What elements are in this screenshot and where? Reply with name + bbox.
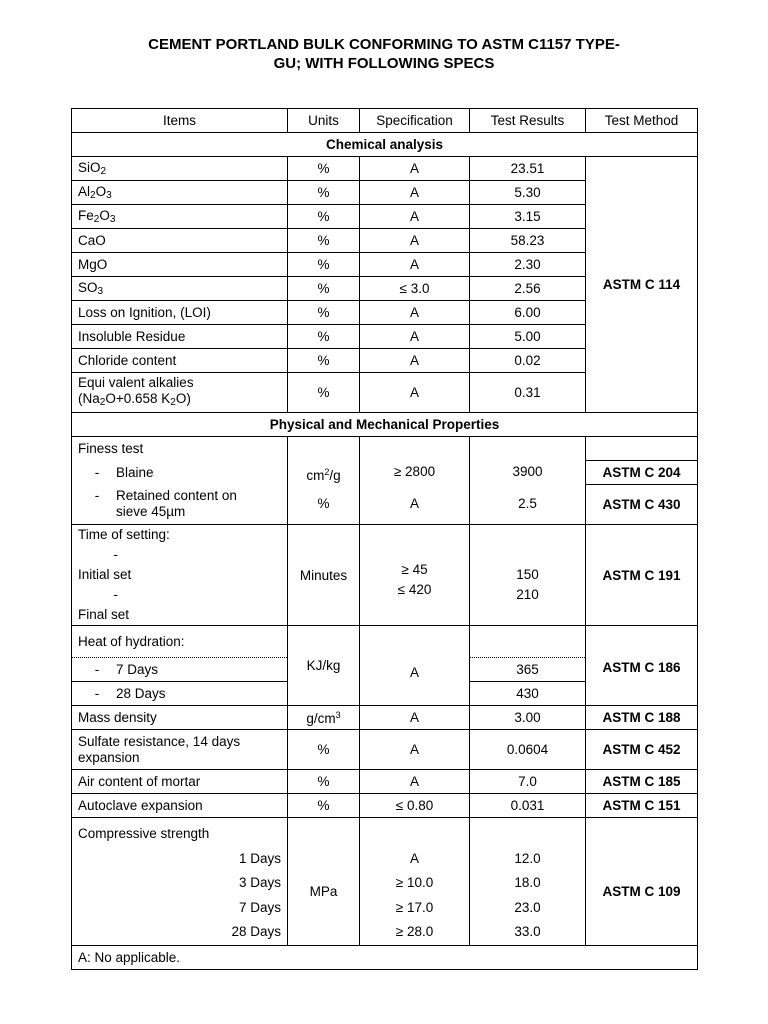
compressive-item: Compressive strength 1 Days 3 Days 7 Days 28 Days bbox=[72, 818, 288, 946]
blaine-item: - Blaine bbox=[72, 461, 288, 485]
spec-cell: A bbox=[360, 730, 470, 770]
heat-7days-result: 365 bbox=[470, 658, 586, 682]
unit-cell: % bbox=[288, 730, 360, 770]
table-row bbox=[72, 770, 698, 794]
header-units: Units bbox=[288, 109, 360, 133]
table-row bbox=[72, 626, 698, 658]
fineness-spec-cell: ≥ 2800 A bbox=[360, 437, 470, 525]
table-row bbox=[72, 794, 698, 818]
item-cell: CaO bbox=[72, 229, 288, 253]
spec-cell: ≤ 0.80 bbox=[360, 794, 470, 818]
section-row-chemical bbox=[72, 133, 698, 157]
table-row bbox=[72, 706, 698, 730]
item-cell: Chloride content bbox=[72, 349, 288, 373]
heat-spec: A bbox=[360, 626, 470, 706]
result-cell: 5.30 bbox=[470, 181, 586, 205]
method-cell-setting: ASTM C 191 bbox=[586, 525, 698, 626]
header-items: Items bbox=[72, 109, 288, 133]
heat-28days-result: 430 bbox=[470, 682, 586, 706]
result-cell: 3.15 bbox=[470, 205, 586, 229]
result-cell: 0.031 bbox=[470, 794, 586, 818]
unit-cell: % bbox=[288, 794, 360, 818]
result-cell: 0.02 bbox=[470, 349, 586, 373]
heat-7days-item: - 7 Days bbox=[72, 658, 288, 682]
heat-label: Heat of hydration: bbox=[72, 626, 288, 658]
unit-cell: $g/cm^3$ bbox=[288, 706, 360, 730]
item-cell: Autoclave expansion bbox=[72, 794, 288, 818]
method-cell: ASTM C 188 bbox=[586, 706, 698, 730]
unit-cell: % bbox=[288, 253, 360, 277]
item-cell: Mass density bbox=[72, 706, 288, 730]
item-cell: $Fe_2O_3$ bbox=[72, 205, 288, 229]
item-cell: Equi valent alkalies ($Na_2O+0.658$ $K_2O$) bbox=[72, 373, 288, 413]
method-cell-retained: ASTM C 430 bbox=[586, 485, 698, 525]
result-cell: 58.23 bbox=[470, 229, 586, 253]
compressive-spec: A ≥ 10.0 ≥ 17.0 ≥ 28.0 bbox=[360, 818, 470, 946]
result-cell: 7.0 bbox=[470, 770, 586, 794]
spec-cell: A bbox=[360, 301, 470, 325]
spec-cell: A bbox=[360, 205, 470, 229]
spec-cell: A bbox=[360, 706, 470, 730]
header-test-results: Test Results bbox=[470, 109, 586, 133]
unit-cell: % bbox=[288, 205, 360, 229]
item-cell: $Al_2O_3$ bbox=[72, 181, 288, 205]
title-line-2: GU; WITH FOLLOWING SPECS bbox=[273, 55, 495, 72]
section-title-chemical: Chemical analysis bbox=[72, 133, 698, 157]
spec-cell: A bbox=[360, 229, 470, 253]
setting-spec: ≥ 45 ≤ 420 bbox=[360, 525, 470, 626]
unit-cell: % bbox=[288, 157, 360, 181]
table-row bbox=[72, 437, 698, 461]
fineness-result-cell: 3900 2.5 bbox=[470, 437, 586, 525]
result-cell: 3.00 bbox=[470, 706, 586, 730]
item-cell: SiO$_2$ bbox=[72, 157, 288, 181]
retained-item: - Retained content on sieve 45µm bbox=[72, 485, 288, 525]
document-title bbox=[0, 35, 768, 73]
spec-cell: A bbox=[360, 349, 470, 373]
item-cell: Insoluble Residue bbox=[72, 325, 288, 349]
method-cell-blaine: ASTM C 204 bbox=[586, 461, 698, 485]
unit-cell: % bbox=[288, 181, 360, 205]
heat-result-blank bbox=[470, 626, 586, 658]
spec-cell: A bbox=[360, 770, 470, 794]
item-cell: $SO_3$ bbox=[72, 277, 288, 301]
method-cell: ASTM C 185 bbox=[586, 770, 698, 794]
result-cell: 0.0604 bbox=[470, 730, 586, 770]
result-cell: 2.56 bbox=[470, 277, 586, 301]
setting-item: Time of setting: - Initial set - Final set bbox=[72, 525, 288, 626]
unit-cell: % bbox=[288, 229, 360, 253]
spec-cell: ≤ 3.0 bbox=[360, 277, 470, 301]
spec-cell: A bbox=[360, 373, 470, 413]
compressive-result: 12.0 18.0 23.0 33.0 bbox=[470, 818, 586, 946]
table-row bbox=[72, 157, 698, 181]
item-cell: Loss on Ignition, (LOI) bbox=[72, 301, 288, 325]
method-cell-compressive: ASTM C 109 bbox=[586, 818, 698, 946]
unit-cell: % bbox=[288, 373, 360, 413]
method-cell: ASTM C 151 bbox=[586, 794, 698, 818]
result-cell: 23.51 bbox=[470, 157, 586, 181]
unit-cell: % bbox=[288, 349, 360, 373]
title-line-1: CEMENT PORTLAND BULK CONFORMING TO ASTM C1157 TYPE- bbox=[148, 36, 620, 53]
result-cell: 6.00 bbox=[470, 301, 586, 325]
spec-cell: A bbox=[360, 325, 470, 349]
item-cell: Sulfate resistance, 14 days expansion bbox=[72, 730, 288, 770]
footnote-row bbox=[72, 945, 698, 969]
unit-cell: % bbox=[288, 301, 360, 325]
method-cell-chemical: ASTM C 114 bbox=[586, 157, 698, 413]
unit-cell: % bbox=[288, 277, 360, 301]
setting-unit: Minutes bbox=[288, 525, 360, 626]
footnote: A: No applicable. bbox=[72, 945, 698, 969]
table-row bbox=[72, 730, 698, 770]
item-cell: MgO bbox=[72, 253, 288, 277]
spec-cell: A bbox=[360, 253, 470, 277]
heat-28days-item: - 28 Days bbox=[72, 682, 288, 706]
section-title-physical: Physical and Mechanical Properties bbox=[72, 413, 698, 437]
spec-cell: A bbox=[360, 157, 470, 181]
unit-cell: % bbox=[288, 325, 360, 349]
setting-result: 150 210 bbox=[470, 525, 586, 626]
fineness-unit-cell: $cm^2/g$ % bbox=[288, 437, 360, 525]
result-cell: 2.30 bbox=[470, 253, 586, 277]
unit-cell: % bbox=[288, 770, 360, 794]
specification-table bbox=[71, 108, 698, 970]
section-row-physical bbox=[72, 413, 698, 437]
fineness-method-blank bbox=[586, 437, 698, 461]
table-row bbox=[72, 818, 698, 946]
compressive-unit: MPa bbox=[288, 818, 360, 946]
header-specification: Specification bbox=[360, 109, 470, 133]
method-cell: ASTM C 452 bbox=[586, 730, 698, 770]
heat-unit: KJ/kg bbox=[288, 626, 360, 706]
method-cell-heat: ASTM C 186 bbox=[586, 626, 698, 706]
fineness-label: Finess test bbox=[72, 437, 288, 461]
result-cell: 0.31 bbox=[470, 373, 586, 413]
item-cell: Air content of mortar bbox=[72, 770, 288, 794]
spec-cell: A bbox=[360, 181, 470, 205]
result-cell: 5.00 bbox=[470, 325, 586, 349]
header-test-method: Test Method bbox=[586, 109, 698, 133]
table-header-row bbox=[72, 109, 698, 133]
table-row bbox=[72, 525, 698, 626]
